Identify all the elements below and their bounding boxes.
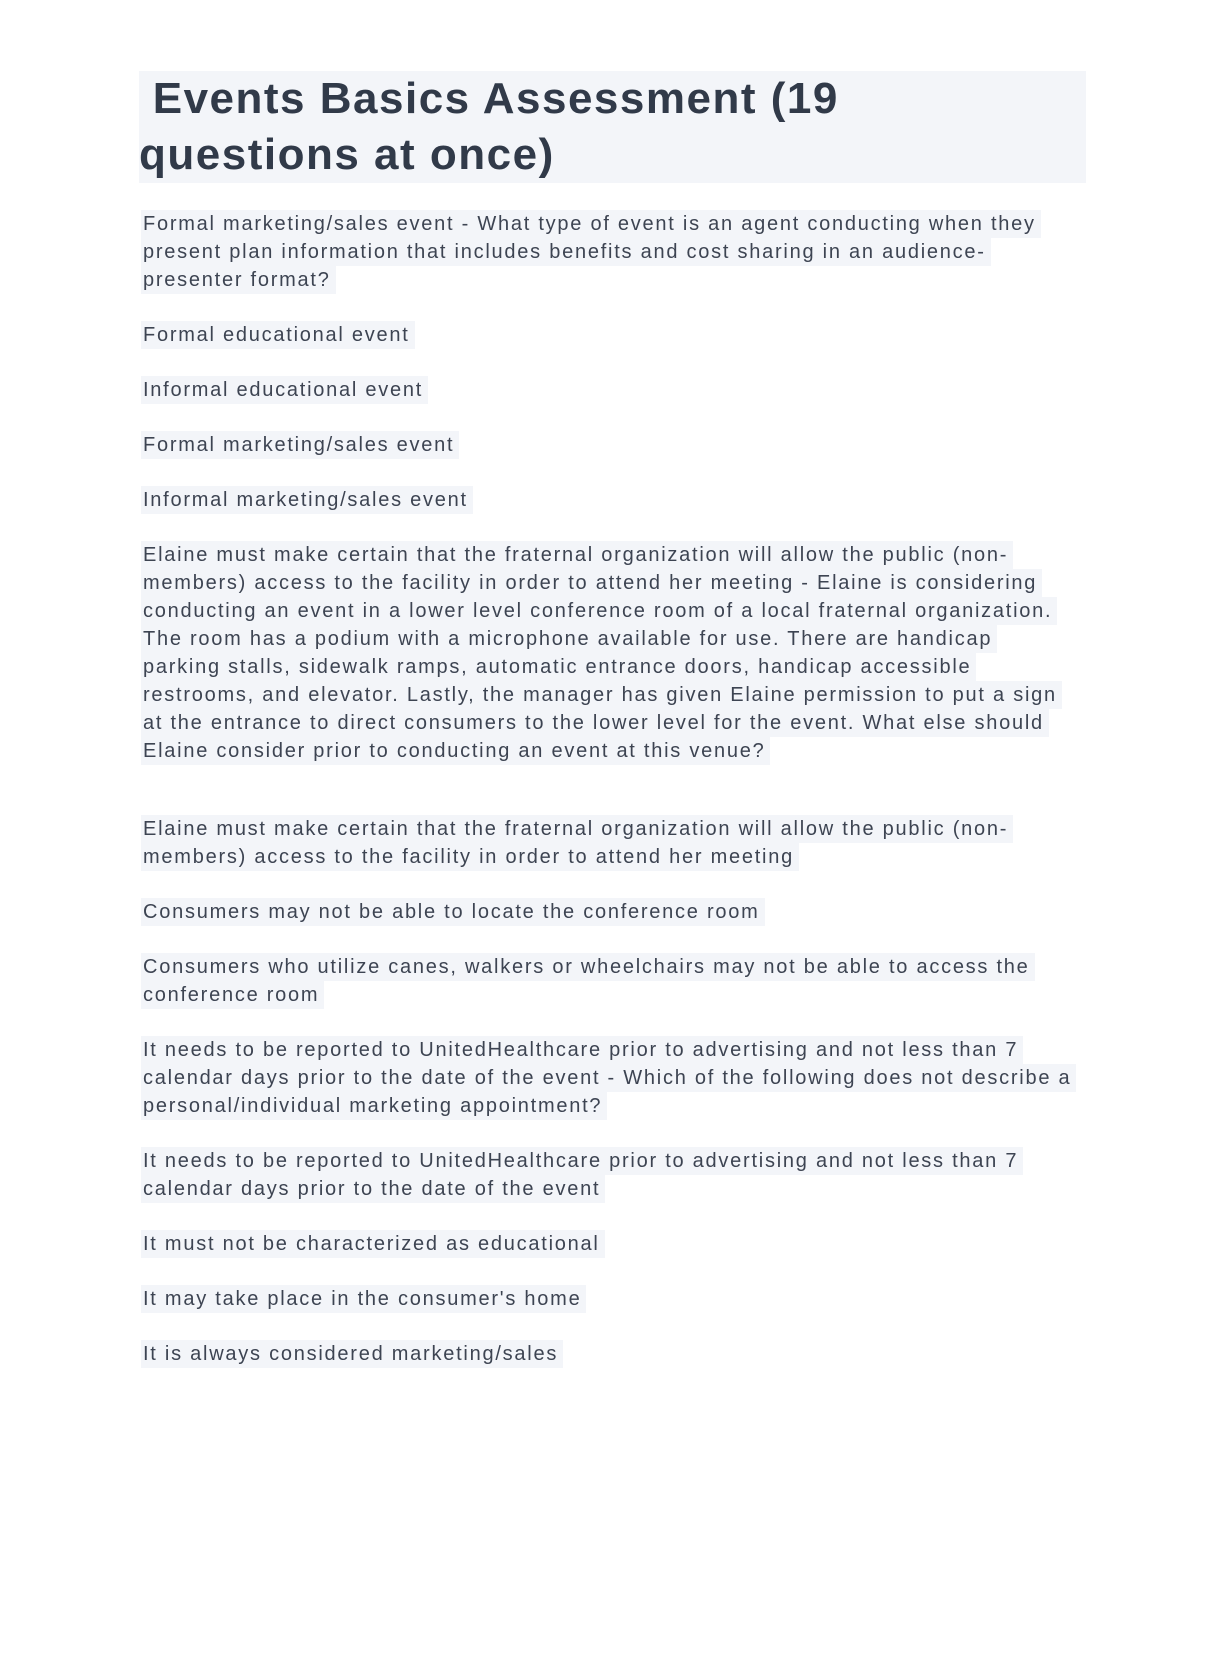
paragraph xyxy=(141,1036,1076,1120)
document-title xyxy=(139,71,1086,183)
document-title-text: Events Basics Assessment (19 questions at once) xyxy=(139,74,853,179)
paragraph-text: Consumers who utilize canes, walkers or wheelchairs may not be able to access the conference room xyxy=(141,953,1035,1009)
paragraph-text: Formal marketing/sales event xyxy=(141,431,459,459)
document-page xyxy=(0,71,1224,1655)
paragraph-text: It needs to be reported to UnitedHealthcare prior to advertising and not less than 7 calendar days prior to the date of the event xyxy=(141,1147,1023,1203)
paragraph xyxy=(141,1230,1076,1258)
document-body xyxy=(0,210,1224,1368)
paragraph-text: Formal educational event xyxy=(141,321,415,349)
blank-line xyxy=(141,765,1076,788)
paragraph-text: Elaine must make certain that the fraternal organization will allow the public (non-members) access to the facility in order to attend her meeting xyxy=(141,815,1013,871)
paragraph xyxy=(141,321,1076,349)
paragraph-text: Informal marketing/sales event xyxy=(141,486,473,514)
paragraph xyxy=(141,431,1076,459)
paragraph xyxy=(141,815,1076,871)
paragraph xyxy=(141,1340,1076,1368)
paragraph-text: It needs to be reported to UnitedHealthcare prior to advertising and not less than 7 calendar days prior to the date of the event - Which of the following does not describe a personal/individual marketing appointment? xyxy=(141,1036,1076,1120)
paragraph xyxy=(141,898,1076,926)
paragraph xyxy=(141,541,1076,765)
paragraph-text: It must not be characterized as educational xyxy=(141,1230,605,1258)
paragraph-text: Informal educational event xyxy=(141,376,428,404)
paragraph xyxy=(141,210,1076,294)
paragraph-text: Elaine must make certain that the fraternal organization will allow the public (non-members) access to the facility in order to attend her meeting - Elaine is considering conducting an event in a lower level conference room of a local fraternal organization. The room has a podium with a microphone available for use. There are handicap parking stalls, sidewalk ramps, automatic entrance doors, handicap accessible restrooms, and elevator. Lastly, the manager has given Elaine permission to put a sign at the entrance to direct consumers to the lower level for the event. What else should Elaine consider prior to conducting an event at this venue? xyxy=(141,541,1062,765)
paragraph-text: Formal marketing/sales event - What type of event is an agent conducting when they present plan information that includes benefits and cost sharing in an audience-presenter format? xyxy=(141,210,1041,294)
paragraph-text: Consumers may not be able to locate the conference room xyxy=(141,898,765,926)
paragraph-text: It is always considered marketing/sales xyxy=(141,1340,563,1368)
paragraph xyxy=(141,1147,1076,1203)
paragraph-text xyxy=(141,765,148,788)
paragraph xyxy=(141,1285,1076,1313)
paragraph xyxy=(141,376,1076,404)
paragraph xyxy=(141,486,1076,514)
paragraph-text: It may take place in the consumer's home xyxy=(141,1285,586,1313)
paragraph xyxy=(141,953,1076,1009)
